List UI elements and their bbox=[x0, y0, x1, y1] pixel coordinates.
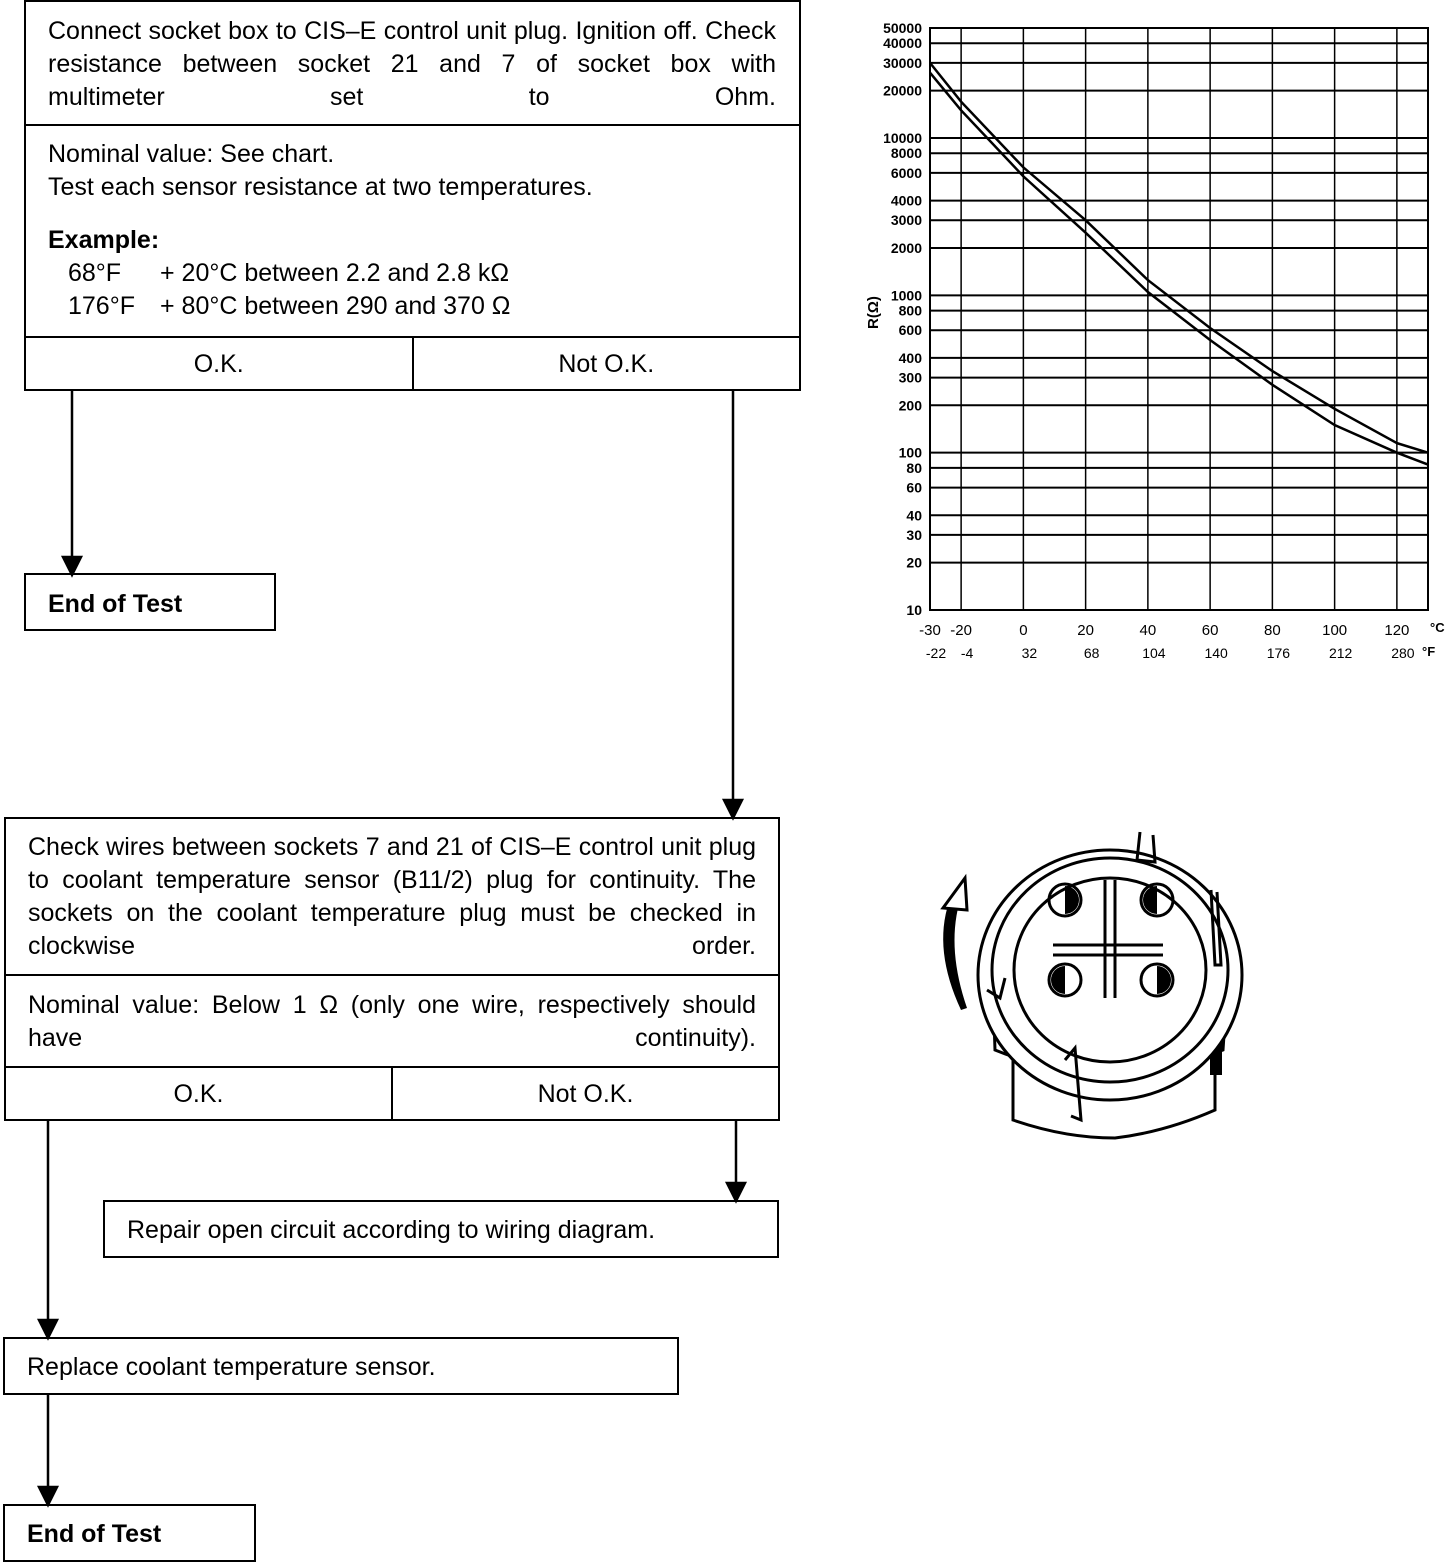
result-row-1 bbox=[26, 336, 799, 391]
y-tick-label: 200 bbox=[898, 397, 922, 414]
x-tick-label-celsius: 0 bbox=[1019, 622, 1028, 639]
example-celsius: + 20°C between 2.2 and 2.8 kΩ bbox=[160, 259, 510, 287]
y-tick-label: 50000 bbox=[883, 20, 922, 36]
y-tick-label: 20 bbox=[906, 554, 922, 571]
arrowhead bbox=[727, 1183, 745, 1201]
example-fahrenheit: 176°F bbox=[68, 292, 135, 320]
y-tick-label: 40 bbox=[906, 507, 922, 524]
y-tick-label: 100 bbox=[898, 444, 922, 461]
repair-box: Repair open circuit according to wiring diagram. bbox=[103, 1200, 779, 1258]
test-step-box-1 bbox=[24, 0, 801, 391]
test-step-box-2 bbox=[4, 817, 780, 1121]
x-unit-fahrenheit: °F bbox=[1422, 644, 1436, 659]
y-tick-label: 20000 bbox=[883, 82, 922, 99]
x-tick-label-fahrenheit: 140 bbox=[1204, 645, 1228, 661]
x-tick-label-celsius: 20 bbox=[1077, 622, 1094, 639]
x-tick-label-fahrenheit: 280 bbox=[1391, 645, 1415, 661]
nominal-section-1 bbox=[26, 126, 799, 336]
y-tick-label: 4000 bbox=[890, 192, 922, 209]
y-tick-label: 600 bbox=[898, 322, 922, 339]
sensor-connector-illustration bbox=[925, 820, 1255, 1150]
y-tick-label: 1000 bbox=[890, 287, 922, 304]
instruction-1: Connect socket box to CIS–E control unit plug. Ignition off. Check resistance between socket 21 and 7 of socket box with multimeter set to Ohm. bbox=[26, 2, 799, 126]
chart-grid bbox=[930, 28, 1428, 610]
example-row bbox=[48, 290, 777, 323]
y-tick-label: 3000 bbox=[890, 212, 922, 229]
x-tick-label-fahrenheit: -4 bbox=[960, 645, 974, 661]
y-axis-label: R(Ω) bbox=[865, 296, 882, 329]
y-tick-label: 10000 bbox=[883, 129, 922, 146]
ok-branch-1: O.K. bbox=[26, 338, 414, 391]
y-tick-label: 30000 bbox=[883, 54, 922, 71]
x-tick-label-celsius: 80 bbox=[1264, 622, 1281, 639]
example-row bbox=[48, 257, 777, 290]
arrowhead bbox=[39, 1487, 57, 1505]
test-each-text: Test each sensor resistance at two temperatures. bbox=[48, 173, 593, 201]
y-tick-label: 300 bbox=[898, 369, 922, 386]
example-title: Example: bbox=[48, 226, 160, 254]
result-row-2 bbox=[6, 1066, 778, 1121]
replace-sensor-box: Replace coolant temperature sensor. bbox=[3, 1337, 679, 1395]
x-unit-celsius: °C bbox=[1430, 620, 1445, 635]
resistance-curve-upper bbox=[930, 63, 1428, 453]
y-tick-label: 80 bbox=[906, 459, 922, 476]
nominal-value-1: Nominal value: See chart. bbox=[48, 140, 335, 168]
x-tick-label-fahrenheit: -22 bbox=[925, 645, 947, 661]
y-tick-label: 10 bbox=[906, 602, 922, 618]
y-tick-label: 8000 bbox=[890, 145, 922, 162]
instruction-2: Check wires between sockets 7 and 21 of CIS–E control unit plug to coolant temperature sensor (B11/2) plug for continuity. The sockets on the coolant temperature plug must be checked in clockwise order. bbox=[6, 819, 778, 976]
y-tick-label: 40000 bbox=[883, 35, 922, 52]
x-tick-label-fahrenheit: 212 bbox=[1328, 645, 1353, 661]
arrowhead bbox=[724, 800, 742, 818]
plot-frame bbox=[930, 28, 1428, 610]
ok-branch-2: O.K. bbox=[6, 1068, 393, 1121]
resistance-temperature-chart bbox=[865, 0, 1445, 690]
x-tick-label-celsius: 60 bbox=[1201, 622, 1219, 639]
x-tick-label-fahrenheit: 104 bbox=[1142, 645, 1166, 661]
end-of-test-box-2: End of Test bbox=[3, 1504, 256, 1562]
example-fahrenheit: 68°F bbox=[68, 259, 122, 287]
x-tick-label-celsius: -30 bbox=[919, 622, 941, 639]
y-tick-label: 800 bbox=[898, 302, 922, 319]
y-tick-label: 2000 bbox=[890, 239, 922, 256]
x-tick-label-celsius: -20 bbox=[950, 622, 972, 639]
not-ok-branch-2: Not O.K. bbox=[537, 1080, 634, 1108]
x-tick-label-celsius: 40 bbox=[1139, 622, 1157, 639]
y-tick-label: 30 bbox=[906, 526, 922, 543]
not-ok-branch-1: Not O.K. bbox=[558, 350, 655, 378]
x-tick-label-fahrenheit: 176 bbox=[1266, 645, 1291, 661]
nominal-value-2: Nominal value: Below 1 Ω (only one wire, respectively should have continuity). bbox=[28, 991, 756, 1052]
example-celsius: + 80°C between 290 and 370 Ω bbox=[160, 292, 511, 320]
y-tick-label: 60 bbox=[906, 479, 922, 496]
end-of-test-box-1: End of Test bbox=[24, 573, 276, 631]
x-tick-label-fahrenheit: 68 bbox=[1083, 645, 1100, 661]
x-tick-label-celsius: 120 bbox=[1384, 622, 1410, 639]
x-tick-label-celsius: 100 bbox=[1322, 622, 1348, 639]
x-tick-label-fahrenheit: 32 bbox=[1021, 645, 1038, 661]
y-tick-label: 400 bbox=[898, 349, 922, 366]
arrowhead bbox=[39, 1320, 57, 1338]
y-tick-label: 6000 bbox=[890, 164, 922, 181]
rotation-arrow-icon bbox=[943, 878, 967, 1010]
